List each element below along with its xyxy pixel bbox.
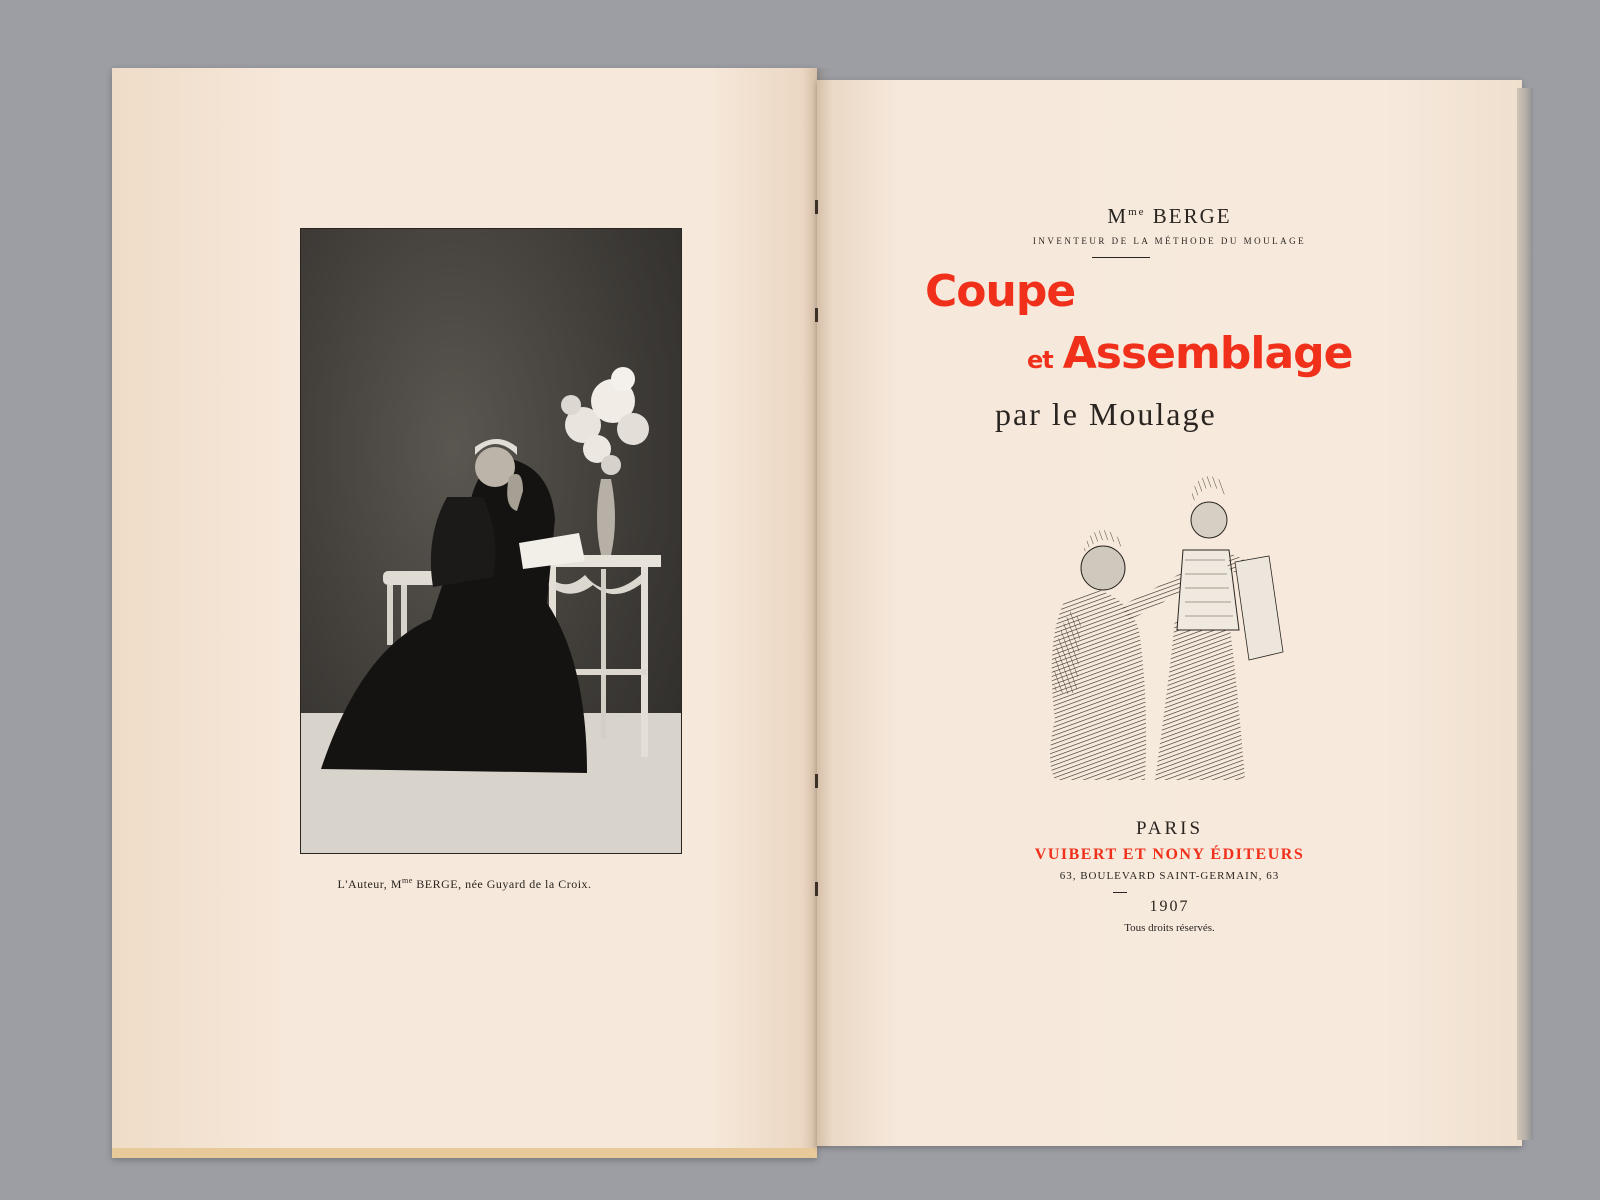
caption-rest: BERGE, née Guyard de la Croix. [412,877,592,891]
publication-year: 1907 [1149,898,1190,915]
publisher-address: 63, BOULEVARD SAINT-GERMAIN, 63 [1059,870,1280,882]
title-line-1: Coupe [925,266,1076,317]
page-edges [1517,88,1533,1140]
open-book [112,68,1532,1148]
author-prefix: M [1107,204,1129,228]
caption-sup: me [401,876,413,885]
author-name: BERGE [1145,204,1232,228]
binding-stitch [815,200,818,214]
title-line-2 [1027,328,1352,379]
engraving-illustration [995,450,1315,790]
left-page [112,68,817,1158]
book-gutter [802,68,832,1148]
divider-rule [1092,257,1150,258]
title-main-word: Assemblage [1062,328,1353,379]
binding-stitch [815,308,818,322]
publisher-name: VUIBERT ET NONY ÉDITEURS [1034,846,1305,863]
binding-stitch [815,882,818,896]
short-dash [1113,892,1127,893]
portrait-caption [112,876,817,892]
portrait-illustration [301,229,681,853]
author-sup: me [1128,206,1146,218]
rights-notice: Tous droits réservés. [1124,922,1215,934]
author-role: INVENTEUR DE LA MÉTHODE DU MOULAGE [1032,236,1307,246]
right-page [817,80,1522,1146]
author-line [817,204,1522,229]
caption-prefix: L'Auteur, M [337,877,402,891]
title-line-3: par le Moulage [995,396,1217,432]
publication-city: PARIS [1135,818,1204,839]
author-portrait-photo [300,228,682,854]
binding-stitch [815,774,818,788]
title-conjunction: et [1027,346,1053,374]
